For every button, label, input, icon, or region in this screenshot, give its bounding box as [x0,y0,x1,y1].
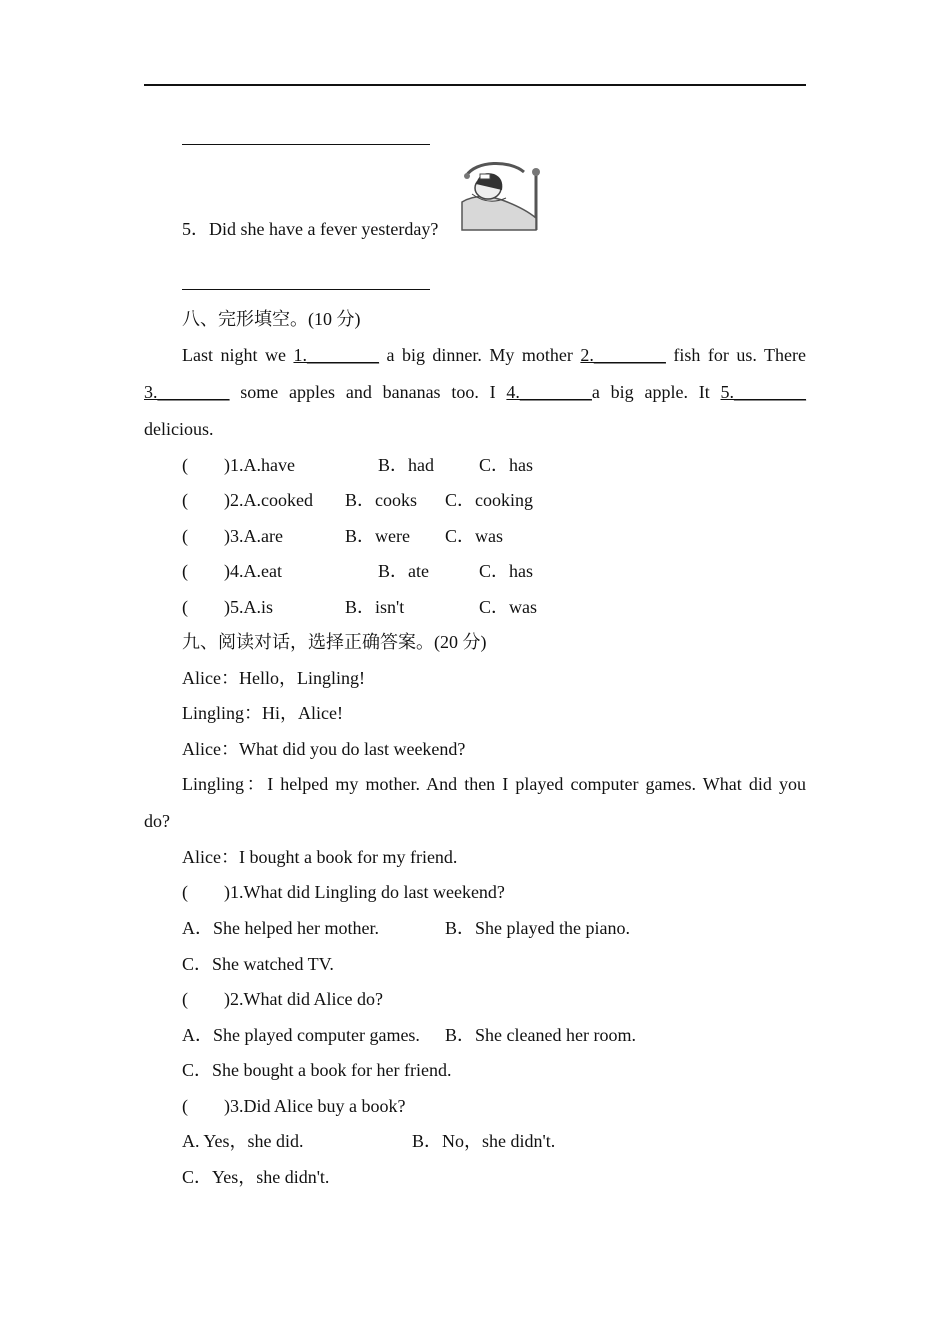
cloze-item-5-option-c[interactable]: C．was [479,597,537,617]
section-8-title: 八、完形填空。(10 分) [182,309,361,329]
reading-q1-option-a[interactable]: A．She helped her mother. [182,918,379,938]
cloze-item-4-option-c[interactable]: C．has [479,561,533,581]
dialog-line-text: Lingling：I helped my mother. And then I played computer games. What did you [182,774,806,794]
dialog-line: Alice：Hello，Lingling! [182,668,365,688]
cloze-item-4-stem[interactable]: ( )4.A.eat [182,561,282,581]
reading-question-1[interactable]: ( )1.What did Lingling do last weekend? [182,882,505,902]
cloze-item-4-option-b[interactable]: B．ate [378,561,429,581]
reading-q3-option-b[interactable]: B．No，she didn't. [412,1131,556,1151]
cloze-item-5-option-b[interactable]: B．isn't [345,597,405,617]
dialog-line: Alice：What did you do last weekend? [182,739,466,759]
cloze-item-1-option-b[interactable]: B．had [378,455,434,475]
reading-question-2[interactable]: ( )2.What did Alice do? [182,989,383,1009]
dialog-line: Lingling：Hi，Alice! [182,703,343,723]
cloze-text: fish for us. There [665,345,806,365]
cloze-item-2-option-c[interactable]: C．cooking [445,490,533,510]
question-5: 5．Did she have a fever yesterday? [182,219,439,239]
reading-q2-option-c[interactable]: C．She bought a book for her friend. [182,1060,452,1080]
answer-line-5 [182,289,430,290]
cloze-item-3-option-c[interactable]: C．was [445,526,503,546]
reading-q2-option-a[interactable]: A．She played computer games. [182,1025,420,1045]
reading-q2-option-b[interactable]: B．She cleaned her room. [445,1025,636,1045]
cloze-item-3-stem[interactable]: ( )3.A.are [182,526,283,546]
section-9-title: 九、阅读对话，选择正确答案。(20 分) [182,632,487,652]
cloze-item-1-stem[interactable]: ( )1.A.have [182,455,295,475]
cloze-text: Last night we [182,345,294,365]
cloze-passage-line-3: delicious. [144,419,214,439]
cloze-item-2-option-b[interactable]: B．cooks [345,490,417,510]
cloze-blank-3[interactable]: 3.________ [144,382,230,402]
reading-question-3[interactable]: ( )3.Did Alice buy a book? [182,1096,406,1116]
dialog-line: Alice：I bought a book for my friend. [182,847,458,867]
cloze-passage-line-1 [182,344,806,366]
cloze-item-5-stem[interactable]: ( )5.A.is [182,597,273,617]
cloze-blank-4[interactable]: 4.________ [506,382,592,402]
dialog-line: do? [144,811,170,831]
reading-q3-option-a[interactable]: A. Yes，she did. [182,1131,304,1151]
cloze-text: a big apple. It [591,382,721,402]
sick-girl-in-bed-image [458,158,544,234]
cloze-passage-line-2 [144,381,806,403]
cloze-item-1-option-c[interactable]: C．has [479,455,533,475]
cloze-text: some apples and bananas too. I [229,382,507,402]
reading-q1-option-c[interactable]: C．She watched TV. [182,954,334,974]
cloze-blank-1[interactable]: 1.________ [293,345,379,365]
reading-q3-option-c[interactable]: C．Yes，she didn't. [182,1167,330,1187]
cloze-item-3-option-b[interactable]: B．were [345,526,410,546]
answer-line-4 [182,144,430,145]
cloze-blank-5[interactable]: 5.________ [720,382,806,402]
cloze-item-2-stem[interactable]: ( )2.A.cooked [182,490,313,510]
cloze-text: a big dinner. My mother [378,345,581,365]
reading-q1-option-b[interactable]: B．She played the piano. [445,918,630,938]
cloze-blank-2[interactable]: 2.________ [580,345,666,365]
dialog-line [182,773,806,795]
page-top-rule [144,84,806,86]
